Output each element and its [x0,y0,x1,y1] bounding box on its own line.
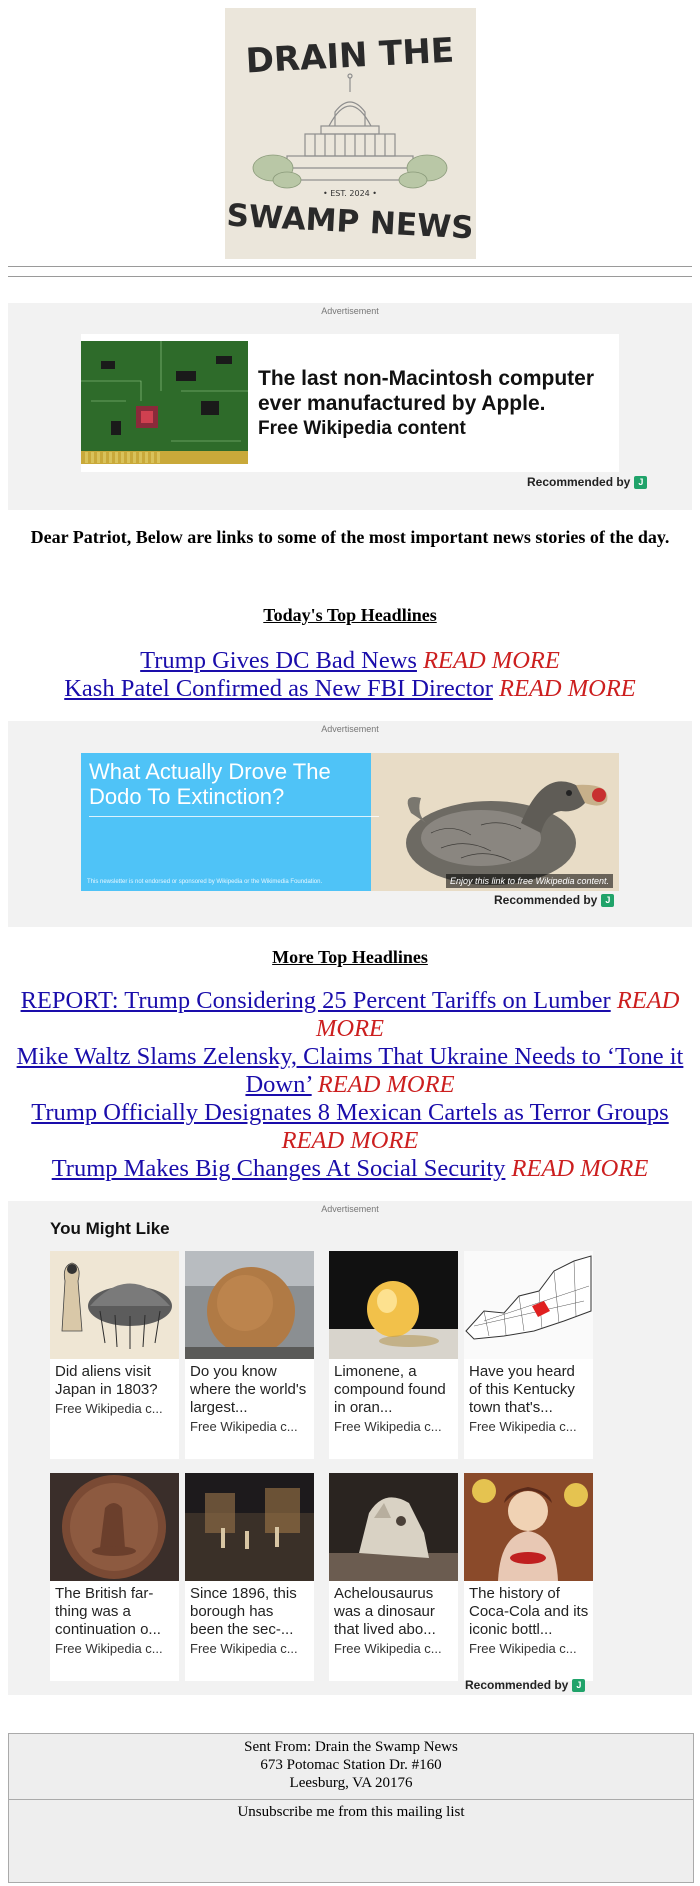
recommendation-card[interactable] [464,1251,593,1459]
headline-link[interactable]: Trump Officially Designates 8 Mexican Cartels as Terror Groups [31,1099,669,1126]
ad-label: Advertisement [321,1204,379,1214]
read-more-link[interactable]: READ MORE [281,1127,419,1154]
intro-text: Dear Patriot, Below are links to some of the most important news stories of the day. [30,527,670,547]
card-image [464,1251,593,1359]
ad-label: Advertisement [321,306,379,316]
recommender-logo-icon: J [601,894,614,907]
card-title: Have you heard of this Kentucky town that's... [469,1363,575,1416]
ad-disclaimer: This newsletter is not endorsed or sponsored by Wikipedia or the Wikimedia Foundation. [87,879,323,885]
read-more-link[interactable]: READ MORE [511,1155,649,1182]
circuit-board-image [81,341,248,464]
headline-item [8,675,692,703]
logo-bottom-text: SWAMP NEWS [225,197,475,247]
newsletter-logo [225,8,476,259]
ad-source: Free Wikipedia content [258,418,466,439]
headline-link[interactable]: Trump Gives DC Bad News [140,647,417,674]
card-image [464,1473,593,1581]
card-source: Free Wikipedia c... [55,1401,163,1416]
card-source: Free Wikipedia c... [334,1641,442,1656]
recommended-by-label: Recommended by [527,475,631,489]
recommendation-card[interactable] [329,1473,458,1681]
footer-address-line2: Leesburg, VA 20176 [289,1775,413,1791]
recommender-logo-icon: J [634,476,647,489]
ad-card-apple[interactable] [81,334,619,472]
logo-top-text: DRAIN THE [244,30,456,82]
card-title: The British far-thing was a continuation o... [55,1585,161,1638]
recommended-by-label: Recommended by [494,893,598,907]
logo-est-text: • EST. 2024 • [322,189,378,198]
recommended-by[interactable] [465,1678,585,1692]
ad-label: Advertisement [321,724,379,734]
headline-link[interactable]: Kash Patel Confirmed as New FBI Director [64,675,493,702]
you-might-like-block [8,1201,692,1695]
recommended-by[interactable] [494,893,614,907]
unsubscribe-link[interactable]: Unsubscribe me from this mailing list [237,1804,465,1820]
headline-item [8,1155,692,1183]
card-title: Achelousaurus was a dinosaur that lived abo... [334,1585,436,1638]
headline-link[interactable]: REPORT: Trump Considering 25 Percent Tariffs on Lumber [20,987,611,1014]
recommendation-card[interactable] [185,1251,314,1459]
divider [8,276,692,277]
card-source: Free Wikipedia c... [55,1641,163,1656]
ad-caption: Enjoy this link to free Wikipedia content. [446,874,613,888]
ad-headline[interactable]: What Actually Drove The Dodo To Extinction? [89,759,331,809]
recommendation-card[interactable] [50,1251,179,1459]
ad-headline[interactable]: The last non-Macintosh computer ever manufactured by Apple. [258,367,595,415]
ad-card-dodo[interactable] [81,753,619,891]
card-title: Since 1896, this borough has been the sec-... [190,1585,297,1638]
capitol-logo-icon [225,8,476,259]
footer-unsubscribe [8,1799,694,1883]
card-source: Free Wikipedia c... [469,1419,577,1434]
read-more-link[interactable]: READ MORE [499,675,636,702]
footer-address-line1: 673 Potomac Station Dr. #160 [260,1757,442,1773]
recommendation-card[interactable] [50,1473,179,1681]
read-more-link[interactable]: READ MORE [423,647,560,674]
card-title: Did aliens visit Japan in 1803? [55,1363,158,1398]
card-image [50,1473,179,1581]
card-image [185,1251,314,1359]
dodo-bird-image [371,753,619,891]
you-might-like-heading: You Might Like [50,1219,170,1238]
section-title-top-headlines: Today's Top Headlines [263,605,437,625]
ad-divider [89,816,379,817]
card-source: Free Wikipedia c... [190,1641,298,1656]
footer-sent-from: Sent From: Drain the Swamp News [244,1739,458,1755]
headline-item [8,1043,692,1099]
headline-item [8,647,692,675]
read-more-link[interactable]: READ MORE [315,987,680,1042]
card-image [329,1251,458,1359]
headline-item [8,987,692,1043]
read-more-link[interactable]: READ MORE [317,1071,455,1098]
recommendation-card[interactable] [329,1251,458,1459]
recommendation-card[interactable] [464,1473,593,1681]
recommendation-card[interactable] [185,1473,314,1681]
card-source: Free Wikipedia c... [334,1419,442,1434]
footer-address [8,1733,694,1800]
card-image [185,1473,314,1581]
recommended-by[interactable] [527,475,647,489]
advertisement-block [8,721,692,927]
card-image [50,1251,179,1359]
card-source: Free Wikipedia c... [469,1641,577,1656]
section-title-more-headlines: More Top Headlines [272,947,428,967]
recommended-by-label: Recommended by [465,1678,569,1692]
recommender-logo-icon: J [572,1679,585,1692]
headline-link[interactable]: Trump Makes Big Changes At Social Security [51,1155,506,1182]
card-title: Do you know where the world's largest... [190,1363,307,1416]
card-source: Free Wikipedia c... [190,1419,298,1434]
divider [8,266,692,267]
card-title: The history of Coca-Cola and its iconic bottl... [469,1585,589,1638]
card-image [329,1473,458,1581]
card-title: Limonene, a compound found in oran... [334,1363,446,1416]
headline-link[interactable]: Mike Waltz Slams Zelensky, Claims That Ukraine Needs to ‘Tone it Down’ [16,1043,684,1098]
advertisement-block [8,303,692,510]
headline-item [8,1099,692,1155]
